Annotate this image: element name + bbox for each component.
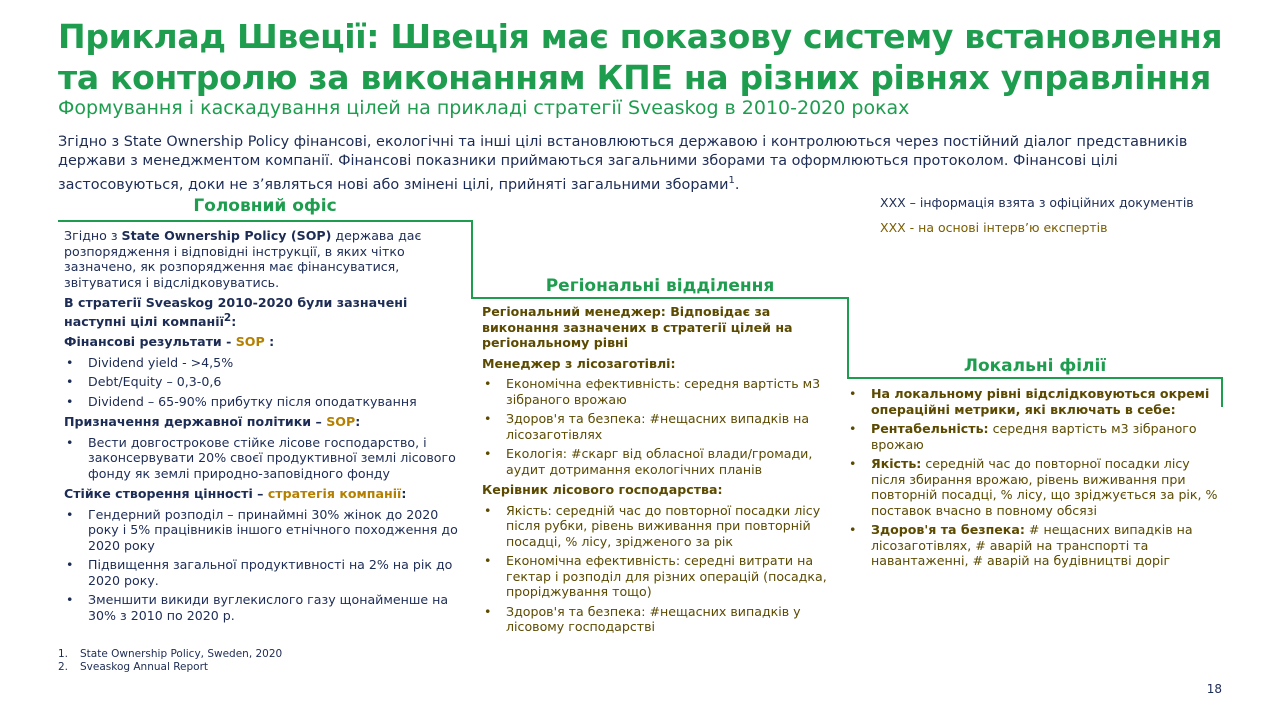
divider-regional (471, 297, 849, 299)
page-number: 18 (1206, 682, 1222, 696)
forestry-head: Керівник лісового господарства: (482, 482, 723, 497)
list-item: • Debt/Equity – 0,3-0,6 (64, 374, 466, 390)
divider-step-1 (471, 220, 473, 298)
page-title: Приклад Швеції: Швеція має показову систему встановлення та контролю за виконанням КПЕ на різних рівнях управління (58, 17, 1223, 97)
heading-local: Локальні філії (963, 356, 1107, 376)
legend-interview: XXX - на основі інтерв’ю експертів (880, 220, 1108, 235)
list-item: • Економічна ефективність: середня вартість м3 зібраного врожаю (482, 376, 844, 407)
list-item: • Якість: середній час до повторної посадки лісу після рубки, рівень виживання при повторній посадці, % лісу, зрідженого за рік (482, 503, 844, 550)
list-item: • Dividend – 65-90% прибутку після оподаткування (64, 394, 466, 410)
intro-paragraph (58, 133, 1238, 195)
list-item: • Рентабельність: середня вартість м3 зібраного врожаю (847, 421, 1219, 452)
list-item: • Якість: середній час до повторної посадки лісу після збирання врожаю, рівень виживання при повторній посадці, % лісу, що зріджується за рік, % поставок вчасно в повному обсязі (847, 456, 1219, 518)
list-item: • Dividend yield - >4,5% (64, 355, 466, 371)
intro-end: . (734, 176, 740, 193)
logging-head: Менеджер з лісозаготівлі: (482, 355, 676, 371)
divider-local (847, 377, 1223, 379)
policy-label: Призначення державної політики – SOP: (64, 414, 361, 430)
list-item: • Зменшити викиди вуглекислого газу щонайменше на 30% з 2010 по 2020 р. (64, 592, 466, 623)
heading-regional: Регіональні відділення (545, 276, 775, 296)
list-item: • Гендерний розподіл – принаймні 30% жінок до 2020 року і 5% працівників іншого етнічного походження до 2020 року (64, 507, 466, 554)
list-item: • Екологія: #скарг від обласної влади/громади, аудит дотримання екологічних планів (482, 446, 844, 477)
list-item: • Здоров'я та безпека: #нещасних випадків у лісовому господарстві (482, 604, 844, 635)
list-item: • Економічна ефективність: середні витрати на гектар і розподіл для різних операцій (посадка, проріджування тощо) (482, 553, 844, 600)
list-item: • Підвищення загальної продуктивності на 2% на рік до 2020 року. (64, 557, 466, 588)
local-content (847, 386, 1219, 574)
strategy-goals: В стратегії Sveaskog 2010-2020 були зазначені наступні цілі компанії$^2$: (64, 295, 408, 329)
list-item: • На локальному рівні відслідковуються окремі операційні метрики, які включать в себе: (847, 386, 1219, 417)
forestry-list (482, 503, 844, 635)
local-list (847, 386, 1219, 569)
footnote-ref-1: 1 (728, 175, 735, 186)
intro-text: Згідно з State Ownership Policy фінансові, екологічні та інші цілі встановлюються державою і контролюються через постійний діалог представників держави з менеджментом компанії. Фінансові показники приймаються загальними зборами та оформлюються протоколом. Фінансові цілі застосовуються, доки не з’являться нові або змінені цілі, прийняті загальними зборами (58, 134, 1188, 193)
footnotes (58, 648, 282, 674)
page-subtitle: Формування і каскадування цілей на прикладі стратегії Sveaskog в 2010-2020 роках (58, 97, 910, 119)
head-office-content (64, 228, 466, 628)
sop-intro: Згідно з State Ownership Policy (SOP) держава дає розпорядження і відповідні інструкції, в яких чітко зазначено, як розпорядження має фінансуватися, звітуватися і відслідковуватись. (64, 228, 422, 290)
value-label: Стійке створення цінності – стратегія компанії: (64, 486, 407, 502)
fin-results-label: Фінансові результати - SOP : (64, 334, 275, 350)
footnote-1: 1. State Ownership Policy, Sweden, 2020 (58, 648, 283, 660)
list-item: • Здоров'я та безпека: #нещасних випадків на лісозаготівлях (482, 411, 844, 442)
regional-manager: Регіональний менеджер: Відповідає за виконання зазначених в стратегії цілей на регіональному рівні (482, 304, 793, 350)
fin-results-list (64, 355, 466, 410)
heading-head-office: Головний офіс (193, 196, 337, 216)
list-item: • Здоров'я та безпека: # нещасних випадків на лісозаготівлях, # аварій на транспорті та навантаженні, # аварій на будівництві доріг (847, 522, 1219, 569)
policy-list (64, 435, 466, 482)
divider-head-office (58, 220, 472, 222)
value-list (64, 507, 466, 624)
divider-end (1221, 377, 1223, 407)
list-item: • Вести довгострокове стійке лісове господарство, і законсервувати 20% своєї продуктивної землі лісового фонду як землі природно-заповідного фонду (64, 435, 466, 482)
divider-step-2 (847, 297, 849, 378)
footnote-2: 2. Sveaskog Annual Report (58, 661, 209, 673)
regional-content (482, 304, 844, 640)
legend-official: XXX – інформація взята з офіційних документів (880, 195, 1194, 210)
logging-list (482, 376, 844, 477)
